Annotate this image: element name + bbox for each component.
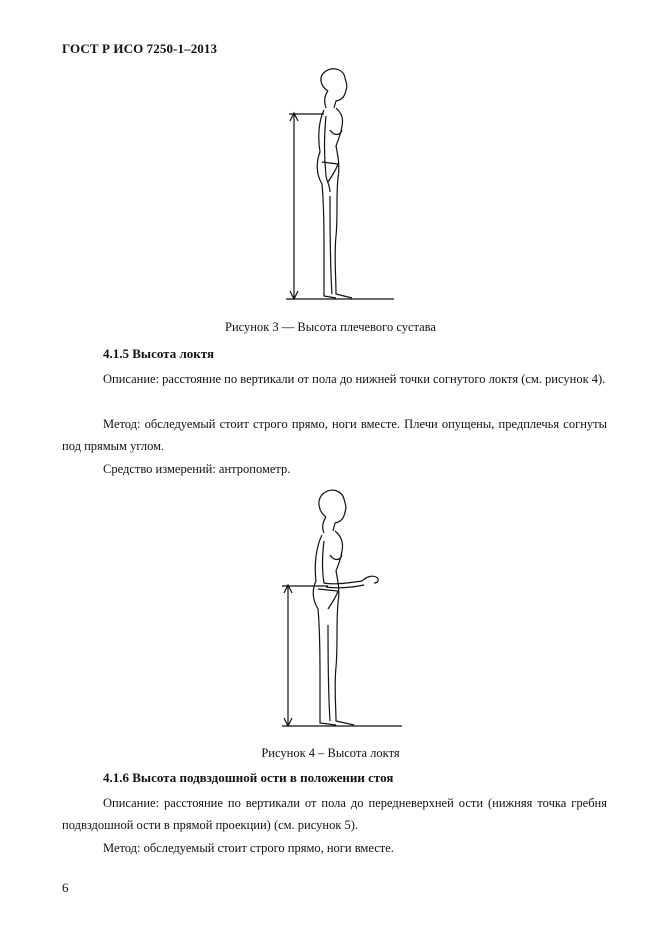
section-4-1-6-title: 4.1.6 Высота подвздошной ости в положении стоя: [103, 770, 394, 785]
figure-3-caption: Рисунок 3 — Высота плечевого сустава: [225, 320, 436, 334]
figure-3-shoulder-height: [284, 66, 396, 306]
figure-4-elbow-height: [278, 485, 408, 733]
standing-figure-elbow-illustration: [278, 485, 408, 733]
standard-header: ГОСТ Р ИСО 7250-1–2013: [62, 41, 218, 56]
page-number: 6: [62, 880, 69, 895]
section-4-1-5-title: 4.1.5 Высота локтя: [103, 346, 214, 361]
section-4-1-6-method: Метод: обследуемый стоит строго прямо, ноги вместе.: [103, 841, 394, 855]
figure-4-caption: Рисунок 4 – Высота локтя: [261, 746, 400, 760]
section-4-1-6-description: Описание: расстояние по вертикали от пола до передневерхней ости (нижняя точка гребня подвздошной ости в прямой проекции) (см. рисунок 5).: [62, 796, 607, 832]
standing-figure-illustration: [284, 66, 396, 306]
section-4-1-5-description: Описание: расстояние по вертикали от пола до нижней точки согнутого локтя (см. рисунок 4).: [103, 372, 606, 386]
section-4-1-5-method: Метод: обследуемый стоит строго прямо, ноги вместе. Плечи опущены, предплечья согнуты под прямым углом.: [62, 417, 607, 453]
section-4-1-5-instrument: Средство измерений: антропометр.: [103, 462, 291, 476]
